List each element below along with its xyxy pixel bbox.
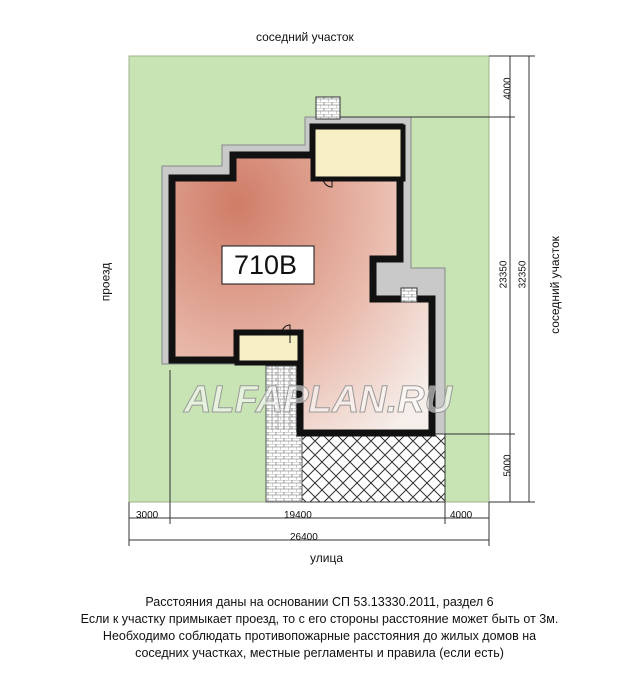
terrace bbox=[302, 434, 445, 502]
dim-bottom-right-h: 4000 bbox=[450, 510, 473, 521]
note-line-1: Расстояния даны на основании СП 53.13330.2011, раздел 6 bbox=[145, 595, 494, 609]
dim-bottom-left: 3000 bbox=[136, 510, 159, 521]
dim-total-width: 26400 bbox=[290, 532, 318, 543]
note-line-4: соседних участках, местные регламенты и правила (если есть) bbox=[135, 646, 504, 660]
note-line-2: Если к участку примыкает проезд, то с его стороны расстояние может быть от 3м. bbox=[80, 612, 559, 626]
garage bbox=[313, 127, 403, 179]
chimney bbox=[316, 97, 340, 119]
watermark: ALFAPLAN.RU bbox=[183, 379, 453, 421]
chimney-small bbox=[401, 288, 417, 302]
west-label: проезд bbox=[98, 262, 113, 302]
house-code: 710В bbox=[234, 250, 298, 280]
dim-outer-right: 32350 bbox=[517, 260, 529, 289]
east-label: соседний участок bbox=[547, 236, 562, 334]
north-label: соседний участок bbox=[256, 30, 354, 44]
dim-middle-right: 23350 bbox=[498, 260, 510, 289]
note-line-3: Необходимо соблюдать противопожарные расстояния до жилых домов на bbox=[102, 629, 537, 643]
south-label: улица bbox=[310, 551, 343, 565]
dim-bottom-center: 19400 bbox=[284, 510, 312, 521]
dim-top-right: 4000 bbox=[502, 77, 514, 100]
porch bbox=[237, 333, 300, 363]
dim-bottom-right: 5000 bbox=[502, 454, 514, 477]
